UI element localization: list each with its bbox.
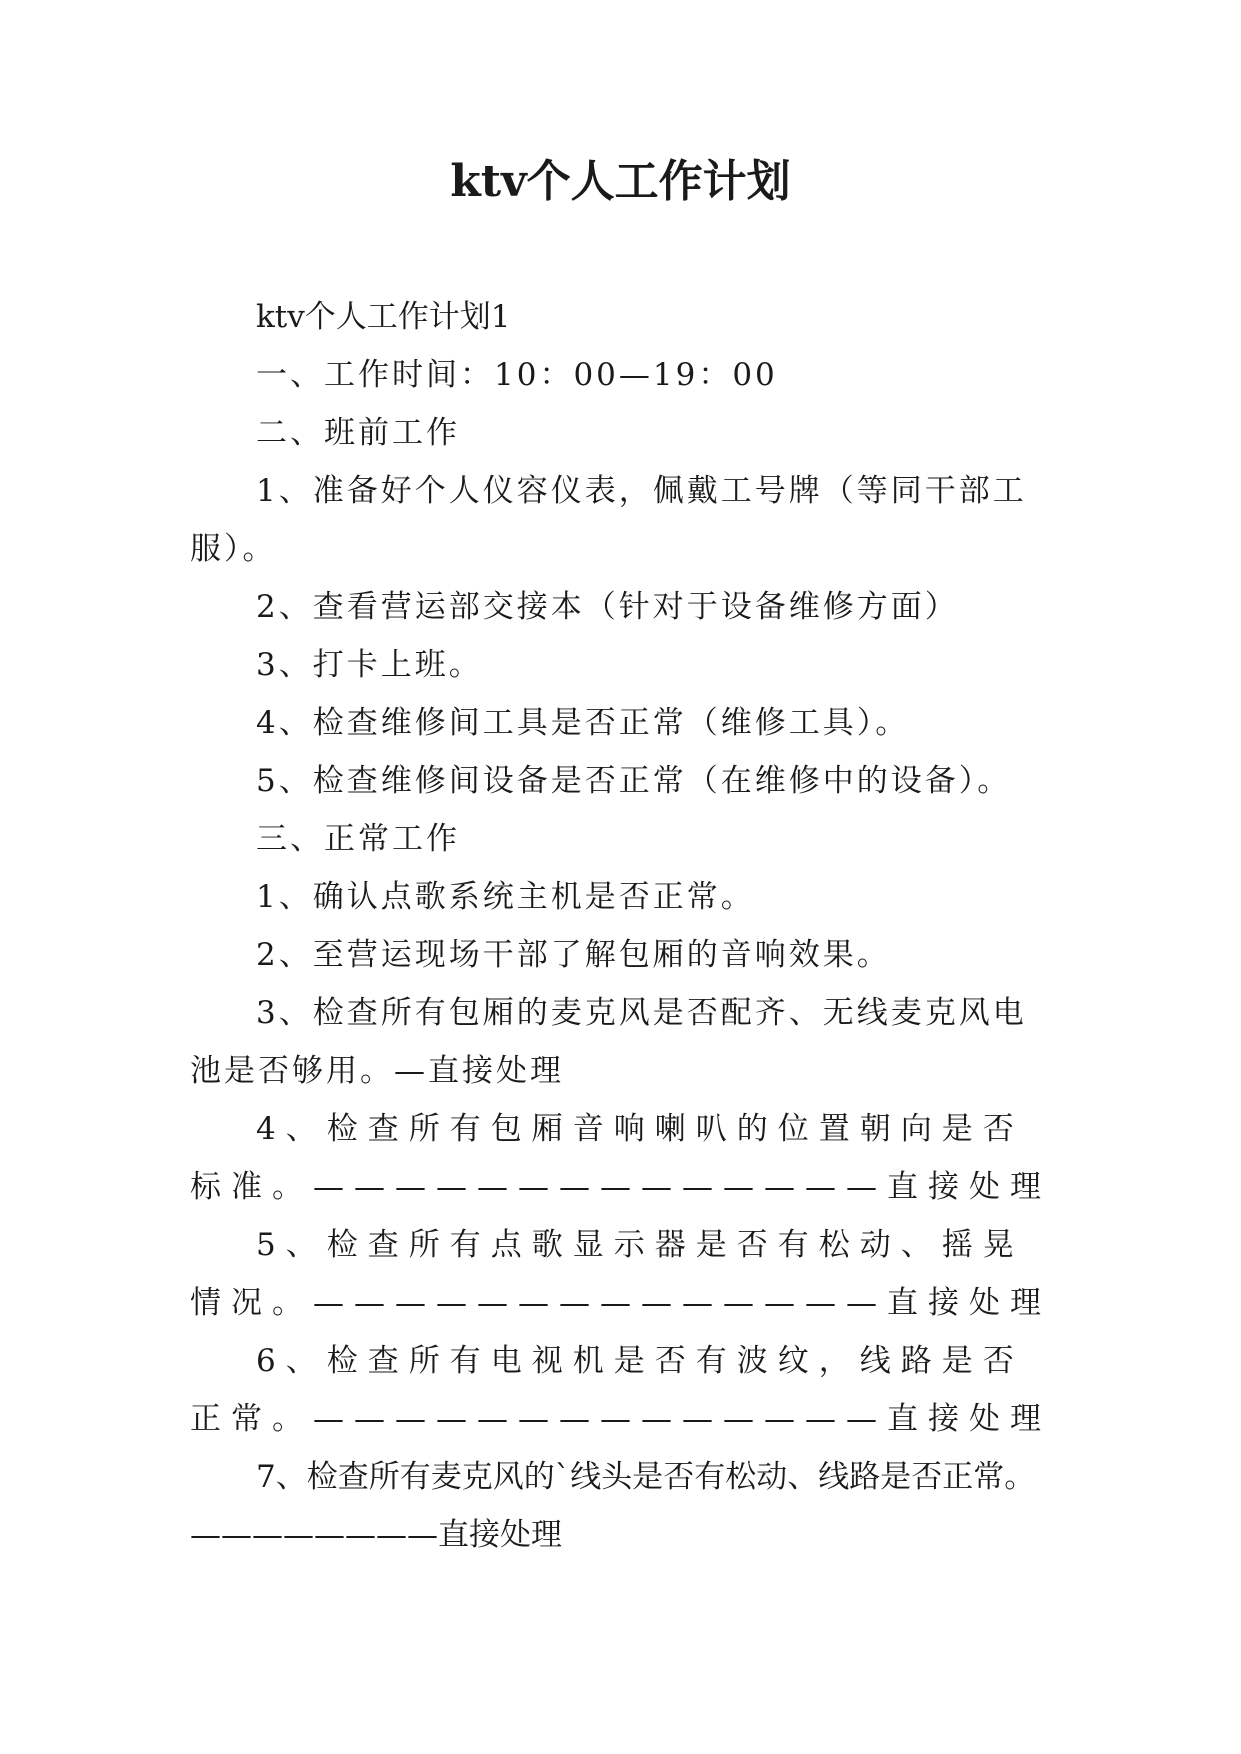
paragraph-section-normal-work: 三、正常工作 [256, 821, 460, 857]
document-title: ktv个人工作计划 [450, 156, 791, 207]
paragraph-pre-shift-3: 3、打卡上班。 [256, 647, 483, 683]
paragraph-normal-7: 7、检查所有麦克风的`线头是否有松动、线路是否正常。————————直接处理 [190, 1459, 1036, 1553]
paragraph-normal-3: 3、检查所有包厢的麦克风是否配齐、无线麦克风电池是否够用。—直接处理 [190, 995, 1027, 1089]
document-body [190, 288, 1060, 1564]
paragraph-normal-5: 5、检查所有点歌显示器是否有松动、摇晃情况。——————————————直接处理 [190, 1227, 1051, 1321]
paragraph-normal-6: 6、检查所有电视机是否有波纹，线路是否正常。——————————————直接处理 [190, 1343, 1051, 1437]
paragraph-normal-2: 2、至营运现场干部了解包厢的音响效果。 [256, 937, 891, 973]
paragraph-normal-1: 1、确认点歌系统主机是否正常。 [256, 879, 755, 915]
paragraph-pre-shift-2: 2、查看营运部交接本（针对于设备维修方面） [256, 589, 959, 625]
paragraph-section-pre-shift: 二、班前工作 [256, 415, 460, 451]
paragraph-normal-4: 4、检查所有包厢音响喇叭的位置朝向是否标准。——————————————直接处理 [190, 1111, 1051, 1205]
paragraph-pre-shift-5: 5、检查维修间设备是否正常（在维修中的设备）。 [256, 763, 1012, 799]
paragraph-pre-shift-4: 4、检查维修间工具是否正常（维修工具）。 [256, 705, 910, 741]
paragraph-pre-shift-1: 1、准备好个人仪容仪表，佩戴工号牌（等同干部工服）。 [190, 473, 1027, 567]
paragraph-work-time: 一、工作时间：10：00—19：00 [256, 357, 778, 393]
paragraph-plan-heading: ktv个人工作计划1 [256, 299, 511, 335]
